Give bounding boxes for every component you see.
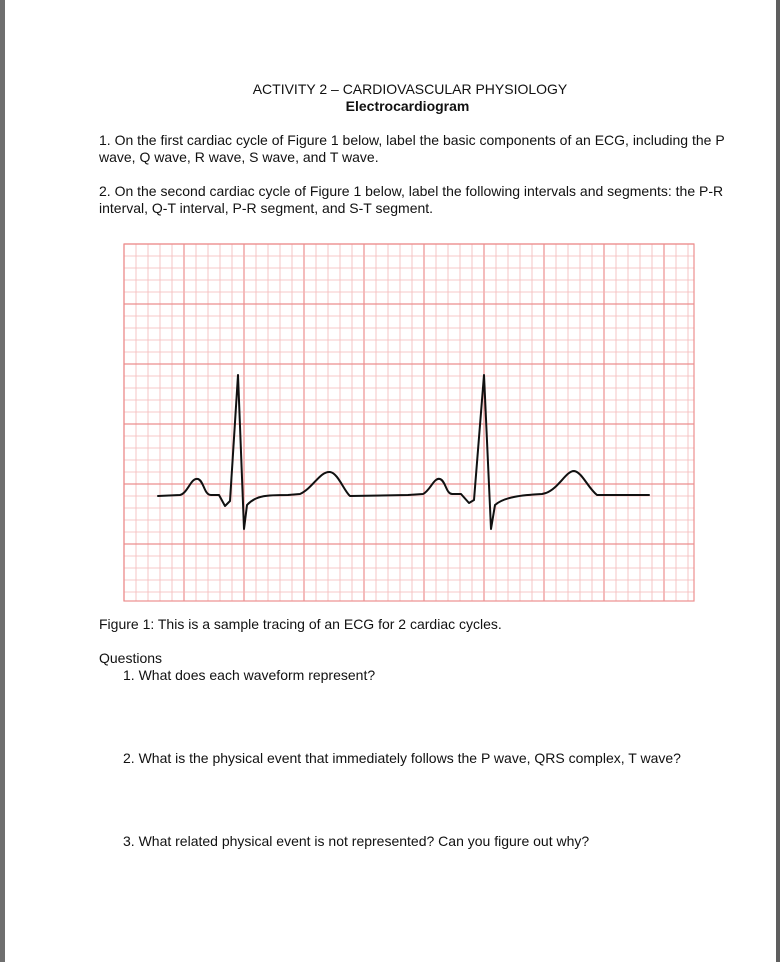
question-item: 2. What is the physical event that immediately follows the P wave, QRS complex, T wave? [123, 750, 681, 766]
window-left-edge [0, 0, 5, 962]
instruction-2: 2. On the second cardiac cycle of Figure 1 below, label the following intervals and segments: the P-R interval, Q-T interval, P-R segment, and S-T segment. [99, 183, 724, 216]
question-item: 1. What does each waveform represent? [123, 667, 376, 683]
ecg-grid [124, 244, 694, 601]
questions-heading: Questions [99, 650, 163, 666]
activity-title: ACTIVITY 2 – CARDIOVASCULAR PHYSIOLOGY [252, 81, 568, 97]
ecg-figure [118, 239, 696, 603]
figure-caption: Figure 1: This is a sample tracing of an ECG for 2 cardiac cycles. [99, 616, 502, 632]
window-right-edge [776, 0, 780, 962]
grid-border [124, 244, 694, 601]
instruction-1: 1. On the first cardiac cycle of Figure 1 below, label the basic components of an ECG, including the P wave, Q wave, R wave, S wave, and T wave. [99, 132, 725, 165]
question-item: 3. What related physical event is not represented? Can you figure out why? [123, 833, 590, 849]
activity-subtitle: Electrocardiogram [345, 98, 470, 114]
